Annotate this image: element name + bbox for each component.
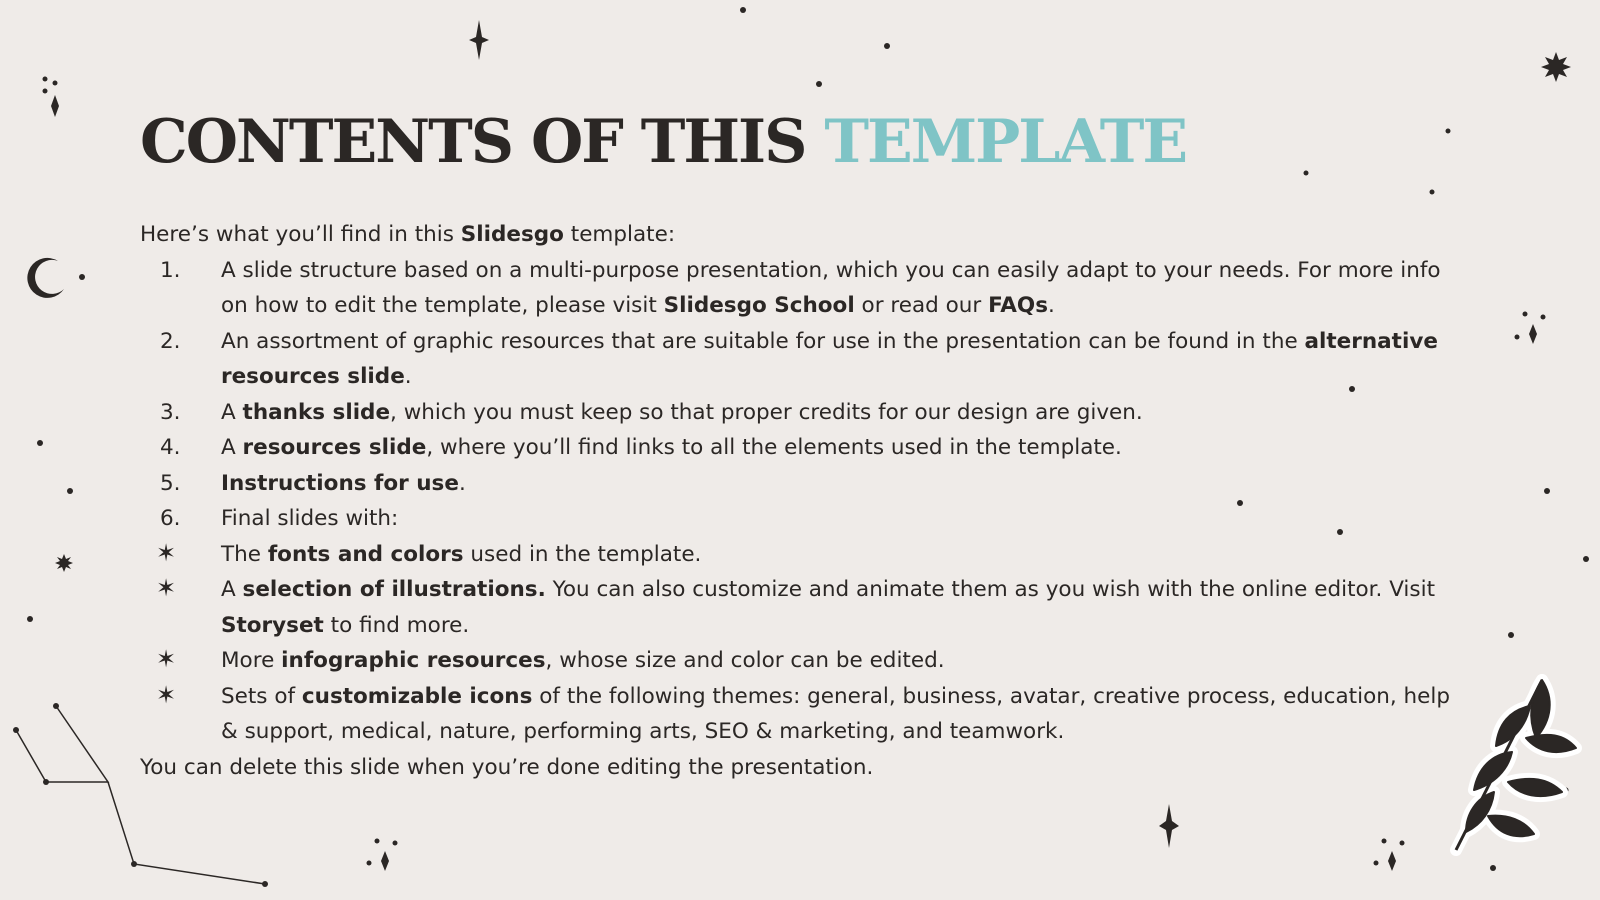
slide-body <box>140 217 1460 785</box>
sub-list-item: ✶ A selection of illustrations. You can also customize and animate them as you wish with the online editor. Visit Storyset to find more. <box>140 572 1460 643</box>
slide-title <box>140 102 1186 182</box>
leaf-branch-icon <box>1456 680 1576 850</box>
list-item: 2. An assortment of graphic resources that are suitable for use in the presentation can be found in the alternative resources slide. <box>140 324 1460 395</box>
crescent-moon-icon <box>27 258 64 298</box>
brand-name: Slidesgo <box>460 222 564 247</box>
six-point-star-bullet-icon: ✶ <box>156 645 177 673</box>
star-dot <box>1490 865 1496 871</box>
star-dot <box>27 616 33 622</box>
six-point-star-bullet-icon: ✶ <box>156 680 177 709</box>
sub-list-item: ✶ The fonts and colors used in the template. <box>140 537 1460 573</box>
star-dot <box>884 43 890 49</box>
diamond-sparkle-icon <box>43 77 60 118</box>
star-dot <box>67 488 73 494</box>
list-number: 4. <box>160 435 181 460</box>
list-item: 5. Instructions for use. <box>140 466 1460 502</box>
list-number: 1. <box>160 257 181 283</box>
star-dot <box>1446 129 1451 134</box>
outro-line: You can delete this slide when you’re done editing the presentation. <box>140 754 874 780</box>
star-dot <box>79 274 85 280</box>
title-main: CONTENTS OF THIS <box>140 107 825 177</box>
six-point-star-bullet-icon: ✶ <box>156 538 177 567</box>
star-dot <box>1508 632 1514 638</box>
star-dot <box>37 440 43 446</box>
intro-line: Here’s what you’ll find in this Slidesgo template: <box>140 222 676 247</box>
diamond-sparkle-icon <box>1515 312 1546 345</box>
four-point-star-icon <box>469 20 489 60</box>
sub-list-item: ✶ More infographic resources, whose size and color can be edited. <box>140 643 1460 679</box>
list-item: 1. A slide structure based on a multi-purpose presentation, which you can easily adapt to your needs. For more info on how to edit the template, please visit Slidesgo School or read our FAQs. <box>140 253 1460 324</box>
star-dot <box>1544 488 1550 494</box>
list-number: 6. <box>160 506 181 531</box>
list-number: 2. <box>160 328 181 354</box>
eight-point-star-icon <box>55 554 73 572</box>
list-item: 3. A thanks slide, which you must keep so that proper credits for our design are given. <box>140 395 1460 431</box>
diamond-sparkle-icon <box>367 839 398 872</box>
star-dot <box>740 7 746 13</box>
final-slides-list <box>140 537 1460 750</box>
diamond-sparkle-icon <box>1374 839 1405 872</box>
six-point-star-bullet-icon: ✶ <box>156 574 177 602</box>
four-point-star-icon <box>1159 804 1179 848</box>
sub-list-item: ✶ Sets of customizable icons of the following themes: general, business, avatar, creative process, education, help & support, medical, nature, performing arts, SEO & marketing, and teamwork. <box>140 679 1460 750</box>
list-item: 4. A resources slide, where you’ll find links to all the elements used in the template. <box>140 430 1460 466</box>
title-accent: TEMPLATE <box>824 107 1187 177</box>
list-number: 3. <box>160 399 181 425</box>
star-dot <box>816 81 822 87</box>
star-dot <box>1430 190 1435 195</box>
eight-point-star-icon <box>1541 52 1571 82</box>
star-dot <box>1564 788 1569 793</box>
contents-list <box>140 253 1460 537</box>
star-dot <box>1304 171 1309 176</box>
list-number: 5. <box>160 470 181 496</box>
star-dot <box>1583 556 1589 562</box>
list-item: 6. Final slides with: <box>140 501 1460 537</box>
